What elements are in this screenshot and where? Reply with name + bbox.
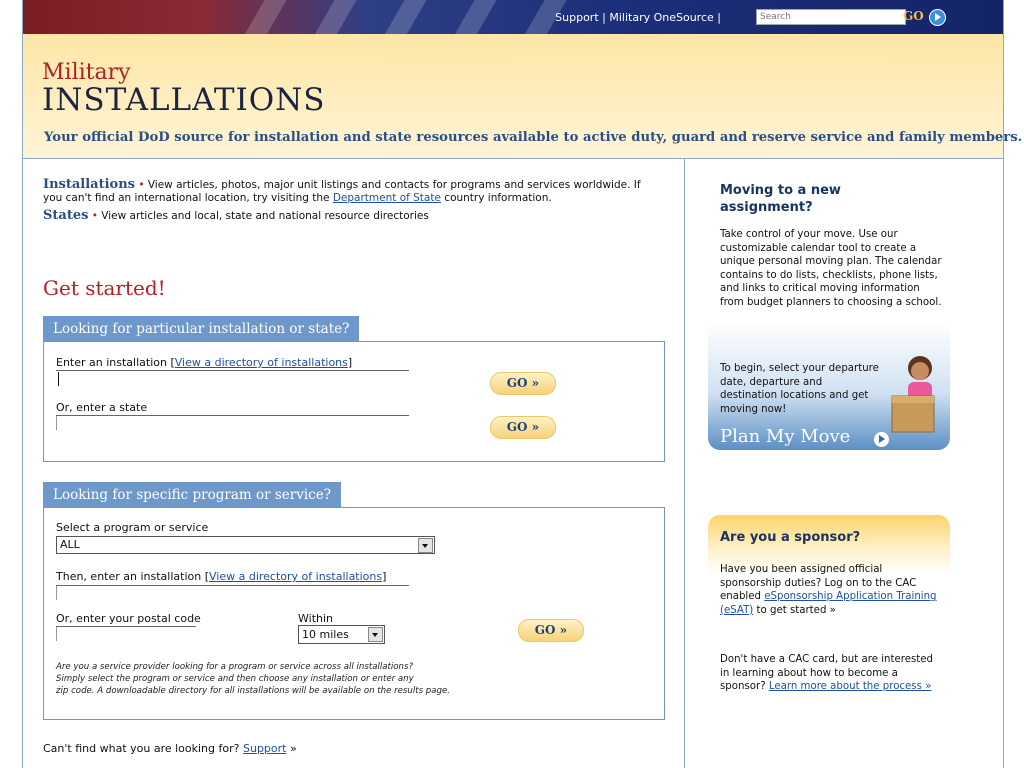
installations-intro [43, 178, 643, 205]
dropdown-arrow-icon[interactable] [418, 538, 433, 553]
installation-input[interactable] [58, 372, 59, 386]
arrow-right-icon[interactable] [929, 9, 946, 26]
postal-code-label: Or, enter your postal code [56, 612, 201, 625]
tagline: Your official DoD source for installation and state resources available to active duty, guard and reserve service and family members. [44, 130, 1023, 145]
separator: | [602, 11, 606, 24]
program-search-box [43, 507, 665, 720]
search-go-button[interactable]: GO [903, 9, 924, 23]
state-go-button[interactable]: GO » [490, 416, 556, 439]
states-heading[interactable]: States [43, 208, 89, 223]
arrow-right-icon[interactable] [874, 432, 889, 447]
flag-stripe [230, 0, 298, 34]
installations-heading[interactable]: Installations [43, 177, 135, 192]
support-link[interactable]: Support [555, 11, 599, 24]
esat-link[interactable]: eSponsorship Application Training (eSAT) [720, 591, 937, 616]
onesource-link[interactable]: Military OneSource [609, 11, 714, 24]
states-intro [43, 209, 643, 223]
flag-stripe [370, 0, 438, 34]
department-of-state-link[interactable]: Department of State [332, 192, 441, 204]
plan-my-move-link[interactable]: Plan My Move [720, 426, 851, 447]
top-links [555, 11, 721, 24]
installation-field-top [56, 369, 409, 371]
program-go-button[interactable]: GO » [518, 619, 584, 642]
top-bar [23, 0, 1003, 34]
within-select-value: 10 miles [302, 628, 349, 641]
program-search-tab: Looking for specific program or service? [43, 482, 341, 507]
bullet: • [138, 179, 145, 191]
particular-search-box [43, 341, 665, 462]
state-input[interactable] [56, 416, 57, 430]
installations-text: View articles, photos, major unit listings and contacts for programs and services worldwide. If you can't find an international location, try visiting the [43, 179, 641, 204]
moving-title: Moving to a new assignment? [720, 183, 841, 215]
then-installation-label: Then, enter an installation [View a directory of installations] [56, 570, 387, 583]
child-with-box-image [886, 348, 946, 448]
logo-military[interactable]: Military [42, 60, 131, 85]
moving-instructions: To begin, select your departure date, departure and destination locations and get moving now! [720, 363, 879, 415]
installation-go-button[interactable]: GO » [490, 372, 556, 395]
particular-search-tab: Looking for particular installation or state? [43, 316, 359, 341]
get-started-heading: Get started! [43, 276, 166, 300]
column-divider [684, 159, 685, 768]
bullet: • [91, 210, 98, 222]
dropdown-arrow-icon[interactable] [368, 627, 383, 642]
moving-description: Take control of your move. Use our customizable calendar tool to create a unique personal moving plan. The calendar contains to do lists, checklists, phone lists, and links to critical moving information from budget planners to choosing a school. [720, 229, 942, 308]
page-container [22, 0, 1023, 768]
provider-note: Are you a service provider looking for a program or service across all installations? Simply select the program or service and then choose any installation or enter any zip code. A downloadable directory for all installations will be available on the results page. [56, 662, 451, 696]
postal-field-top [56, 625, 196, 627]
logo-installations[interactable]: INSTALLATIONS [42, 82, 326, 118]
sponsor-box [708, 515, 950, 725]
then-installation-field-top [56, 584, 409, 586]
moving-promo [708, 168, 950, 450]
header-banner [23, 34, 1023, 159]
state-field-top [56, 414, 409, 416]
sponsor-title: Are you a sponsor? [720, 530, 861, 545]
program-select-label: Select a program or service [56, 521, 209, 534]
directory-link[interactable]: View a directory of installations [209, 570, 383, 583]
installations-text-end: country information. [440, 192, 552, 204]
postal-code-input[interactable] [56, 627, 57, 641]
program-select[interactable] [56, 536, 435, 554]
directory-link[interactable]: View a directory of installations [174, 356, 348, 369]
sponsor-paragraph-2: Don't have a CAC card, but are interested in learning about how to become a sponsor? Learn more about the process » [720, 654, 934, 693]
state-label: Or, enter a state [56, 401, 148, 414]
learn-more-link[interactable]: Learn more about the process » [768, 681, 932, 693]
intro-section [43, 178, 643, 223]
search-input[interactable] [756, 9, 906, 25]
program-select-value: ALL [60, 538, 80, 551]
flag-stripe [440, 0, 508, 34]
cant-find-line: Can't find what you are looking for? Support » [43, 742, 297, 755]
within-label: Within [298, 612, 334, 625]
then-installation-input[interactable] [56, 586, 57, 600]
separator: | [717, 11, 721, 24]
support-link-bottom[interactable]: Support [242, 742, 287, 755]
installation-label: Enter an installation [View a directory of installations] [56, 356, 353, 369]
states-text: View articles and local, state and national resource directories [97, 210, 429, 222]
flag-stripe [300, 0, 368, 34]
sponsor-paragraph-1: Have you been assigned official sponsorship duties? Log on to the CAC enabled eSponsorship Application Training (eSAT) to get started » [720, 564, 937, 616]
within-select[interactable] [298, 625, 385, 644]
